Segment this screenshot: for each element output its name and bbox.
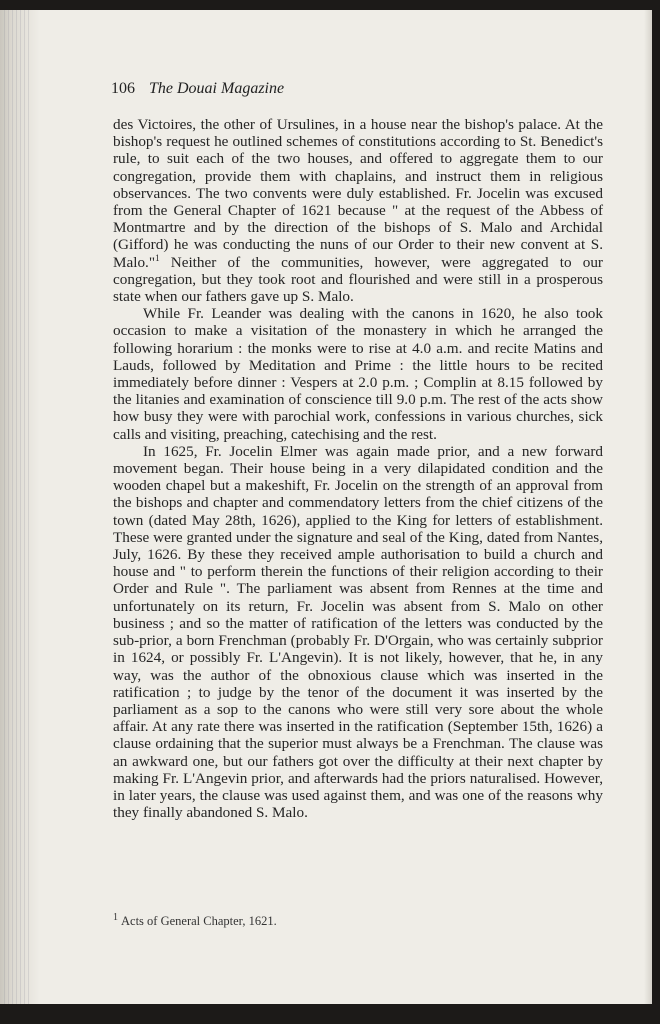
page-gutter [0, 10, 40, 1004]
paragraph-1 [113, 116, 603, 305]
body-text [113, 116, 603, 821]
paragraph-3: In 1625, Fr. Jocelin Elmer was again made prior, and a new forward movement began. Their house being in a very dilapidated condition and the wooden chapel but a makeshift, Fr. Jocelin on the strength of an approval from the bishops and chapter and commendatory letters from the chief citizens of the town (dated May 28th, 1626), applied to the King for letters of establishment. These were granted under the signature and seal of the King, dated from Nantes, July, 1626. By these they received ample authorisation to build a church and house and " to perform therein the functions of their religion according to their Order and Rule ". The parliament was absent from Rennes at the time and unfortunately on its return, Fr. Jocelin was absent from S. Malo on other business ; and so the matter of ratification of the letters was conducted by the sub-prior, a born Frenchman (probably Fr. D'Orgain, who was certainly subprior in 1624, or possibly Fr. L'Angevin). It is not likely, however, that he, in any way, was the author of the obnoxious clause which was inserted in the ratification ; to judge by the tenor of the document it was inserted by the parliament as a sop to the canons who were still very sore about the whole affair. At any rate there was inserted in the ratification (September 15th, 1626) a clause ordaining that the superior must always be a Frenchman. The clause was an awkward one, but our fathers got over the difficulty at their next chapter by making Fr. L'Angevin prior, and afterwards had the priors naturalised. However, in later years, the clause was used against them, and was one of the reasons why they finally abandoned S. Malo. [113, 442, 603, 822]
paragraph-1-text-continued: Neither of the communities, however, were aggregated to our congregation, but they took root and flourished and were still in a prosperous state when our fathers gave up S. Malo. [113, 253, 603, 306]
paragraph-1-text: des Victoires, the other of Ursulines, in a house near the bishop's palace. At the bishop's request he outlined schemes of constitutions according to St. Benedict's rule, to suit each of the two houses, and offered to aggregate them to our congregation, provide them with chaplains, and instruct them in religious observances. The two convents were duly established. Fr. Jocelin was excused from the General Chapter of 1621 because " at the request of the Abbess of Montmartre and by the direction of the bishops of S. Malo and Archidal (Gifford) he was conducting the nuns of our Order to their new convent at S. Malo." [113, 116, 603, 271]
footnote-reference: 1 [155, 252, 160, 263]
footnote-text: Acts of General Chapter, 1621. [121, 914, 277, 929]
gutter-texture [4, 10, 32, 1004]
footnote-mark: 1 [113, 912, 118, 923]
footnote [113, 912, 277, 929]
page-number: 106 [111, 80, 135, 97]
page-edge [644, 10, 652, 1004]
paragraph-2: While Fr. Leander was dealing with the canons in 1620, he also took occasion to make a visitation of the monastery in which he arranged the following horarium : the monks were to rise at 4.0 a.m. and recite Matins and Lauds, followed by Meditation and Prime : the little hours to be recited immediately before dinner : Vespers at 2.0 p.m. ; Complin at 8.15 followed by the litanies and examination of conscience till 9.0 p.m. The rest of the acts show how busy they were with parochial work, confessions in various churches, sick calls and visiting, preaching, catechising and the rest. [113, 305, 603, 443]
running-title: The Douai Magazine [149, 80, 285, 97]
running-header [111, 80, 284, 98]
